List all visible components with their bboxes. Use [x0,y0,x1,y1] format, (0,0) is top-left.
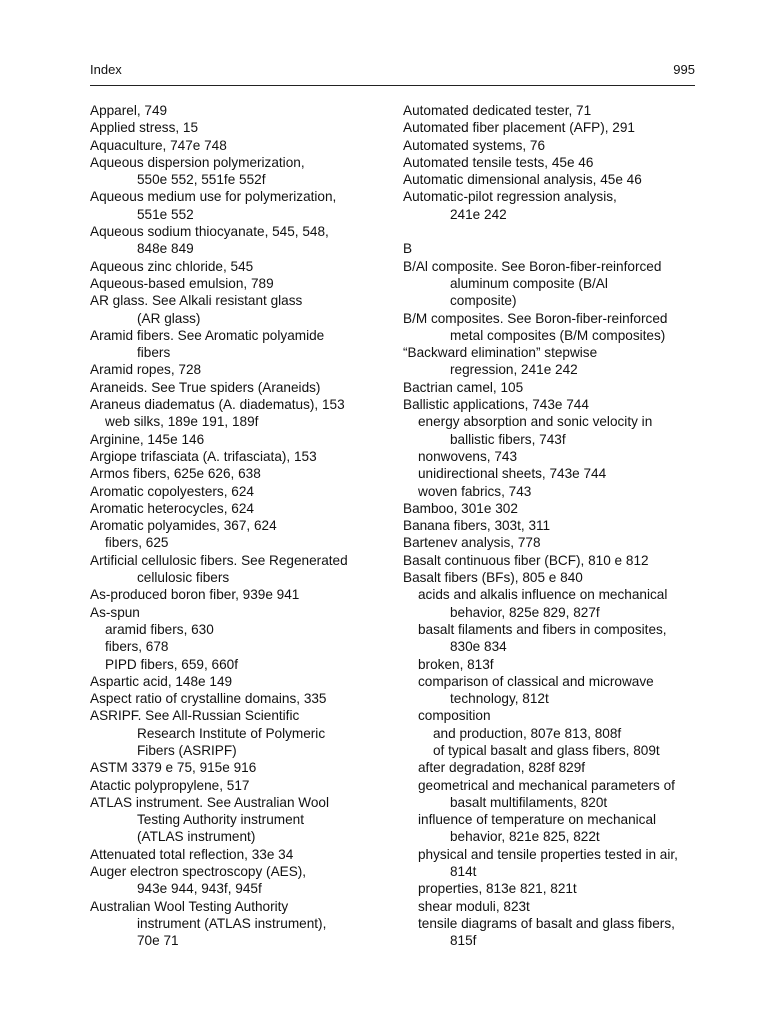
index-column-left [90,102,380,950]
index-subentry: fibers, 625 [105,535,169,551]
index-entry: B [403,241,413,257]
index-subsubentry: of typical basalt and glass fibers, 809t [433,742,660,758]
index-entry: Aromatic copolyesters, 624 [90,483,254,499]
index-entry: Automatic-pilot regression analysis, [403,189,617,205]
index-entry: B/Al composite. See Boron-fiber-reinforced [403,258,662,274]
index-entry: Automated fiber placement (AFP), 291 [403,120,635,136]
index-entry: ASRIPF. See All-Russian Scientific [90,708,300,724]
index-entry: Ballistic applications, 743e 744 [403,397,589,413]
index-continuation: Fibers (ASRIPF) [137,742,237,758]
index-continuation: Testing Authority instrument [137,812,304,828]
index-subentry: PIPD fibers, 659, 660f [105,656,238,672]
index-entry: Aqueous sodium thiocyanate, 545, 548, [90,224,329,240]
index-subentry: nonwovens, 743 [418,448,518,464]
index-subentry: web silks, 189e 191, 189f [105,414,259,430]
index-continuation: 830e 834 [450,639,507,655]
index-entry: Aramid ropes, 728 [90,362,202,378]
running-header [90,62,695,84]
index-entry: Aspartic acid, 148e 149 [90,673,233,689]
index-entry: ATLAS instrument. See Australian Wool [90,794,330,810]
index-entry: Automated systems, 76 [403,137,546,153]
index-entry: Australian Wool Testing Authority [90,898,289,914]
index-entry: Basalt continuous fiber (BCF), 810 e 812 [403,552,649,568]
index-entry: Bartenev analysis, 778 [403,535,541,551]
header-rule [90,85,695,86]
index-subentry: fibers, 678 [105,639,169,655]
index-subentry: comparison of classical and microwave [418,673,654,689]
index-entry: As-spun [90,604,140,620]
blank-line [403,223,703,240]
index-subentry: woven fabrics, 743 [418,483,532,499]
index-entry: Aspect ratio of crystalline domains, 335 [90,691,327,707]
index-entry: Armos fibers, 625e 626, 638 [90,466,261,482]
index-entry: Apparel, 749 [90,103,168,118]
index-continuation: 814t [450,864,477,880]
index-continuation: 551e 552 [137,206,194,222]
index-entry: Basalt fibers (BFs), 805 e 840 [403,570,583,586]
index-entry: ASTM 3379 e 75, 915e 916 [90,760,257,776]
index-continuation: composite) [450,293,517,309]
index-subentry: broken, 813f [418,656,494,672]
index-entry: Artificial cellulosic fibers. See Regenerated [90,552,348,568]
index-continuation: ballistic fibers, 743f [450,431,566,447]
index-continuation: basalt multifilaments, 820t [450,794,608,810]
index-entry: Aromatic heterocycles, 624 [90,500,254,516]
index-entry: Bamboo, 301e 302 [403,500,518,516]
index-entry: Argiope trifasciata (A. trifasciata), 153 [90,448,317,464]
index-continuation: 550e 552, 551fe 552f [137,172,266,188]
index-subentry: energy absorption and sonic velocity in [418,414,653,430]
index-entry: Aqueous medium use for polymerization, [90,189,337,205]
index-column-right [403,102,703,950]
index-continuation: technology, 812t [450,691,549,707]
index-entry: Aqueous zinc chloride, 545 [90,258,254,274]
index-entry: Aromatic polyamides, 367, 624 [90,518,277,534]
index-subentry: unidirectional sheets, 743e 744 [418,466,607,482]
index-entry: Atactic polypropylene, 517 [90,777,250,793]
index-entry: Aqueous dispersion polymerization, [90,154,305,170]
index-entry: Automated tensile tests, 45e 46 [403,154,594,170]
index-subentry: influence of temperature on mechanical [418,812,657,828]
index-subentry: properties, 813e 821, 821t [418,881,577,897]
index-subentry: tensile diagrams of basalt and glass fibers, [418,915,675,931]
index-continuation: metal composites (B/M composites) [450,327,666,343]
index-entry: “Backward elimination” stepwise [403,345,598,361]
index-subentry: after degradation, 828f 829f [418,760,586,776]
index-subentry: composition [418,708,491,724]
header-title: Index [90,62,122,77]
index-continuation: 848e 849 [137,241,194,257]
index-entry: Araneids. See True spiders (Araneids) [90,379,321,395]
index-continuation: aluminum composite (B/Al [450,275,608,291]
index-continuation: (ATLAS instrument) [137,829,256,845]
index-entry: Attenuated total reflection, 33e 34 [90,846,294,862]
index-entry: Auger electron spectroscopy (AES), [90,864,307,880]
index-continuation: 70e 71 [137,933,179,949]
index-entry: Banana fibers, 303t, 311 [403,518,551,534]
index-entry: B/M composites. See Boron-fiber-reinforced [403,310,668,326]
index-continuation: 815f [450,933,477,949]
index-continuation: (AR glass) [137,310,201,326]
index-entry: Aramid fibers. See Aromatic polyamide [90,327,325,343]
index-continuation: Research Institute of Polymeric [137,725,326,741]
index-entry: Applied stress, 15 [90,120,199,136]
index-entry: Automatic dimensional analysis, 45e 46 [403,172,642,188]
index-entry: Araneus diadematus (A. diadematus), 153 [90,397,345,413]
index-subentry: basalt filaments and fibers in composites, [418,621,667,637]
index-entry: Aquaculture, 747e 748 [90,137,227,153]
index-subentry: physical and tensile properties tested in air, [418,846,678,862]
index-subentry: geometrical and mechanical parameters of [418,777,675,793]
index-entry: Arginine, 145e 146 [90,431,205,447]
index-entry: Automated dedicated tester, 71 [403,103,592,118]
index-continuation: fibers [137,345,171,361]
index-entry: As-produced boron fiber, 939e 941 [90,587,300,603]
index-subentry: acids and alkalis influence on mechanical [418,587,668,603]
index-continuation: 241e 242 [450,206,507,222]
page-number: 995 [673,62,695,77]
index-entry: Aqueous-based emulsion, 789 [90,275,274,291]
index-subentry: aramid fibers, 630 [105,621,214,637]
index-continuation: cellulosic fibers [137,570,230,586]
index-entry: Bactrian camel, 105 [403,379,524,395]
index-continuation: instrument (ATLAS instrument), [137,915,327,931]
index-continuation: behavior, 821e 825, 822t [450,829,600,845]
index-continuation: behavior, 825e 829, 827f [450,604,600,620]
index-continuation: 943e 944, 943f, 945f [137,881,262,897]
index-continuation: regression, 241e 242 [450,362,578,378]
index-entry: AR glass. See Alkali resistant glass [90,293,303,309]
index-subsubentry: and production, 807e 813, 808f [433,725,622,741]
index-subentry: shear moduli, 823t [418,898,530,914]
